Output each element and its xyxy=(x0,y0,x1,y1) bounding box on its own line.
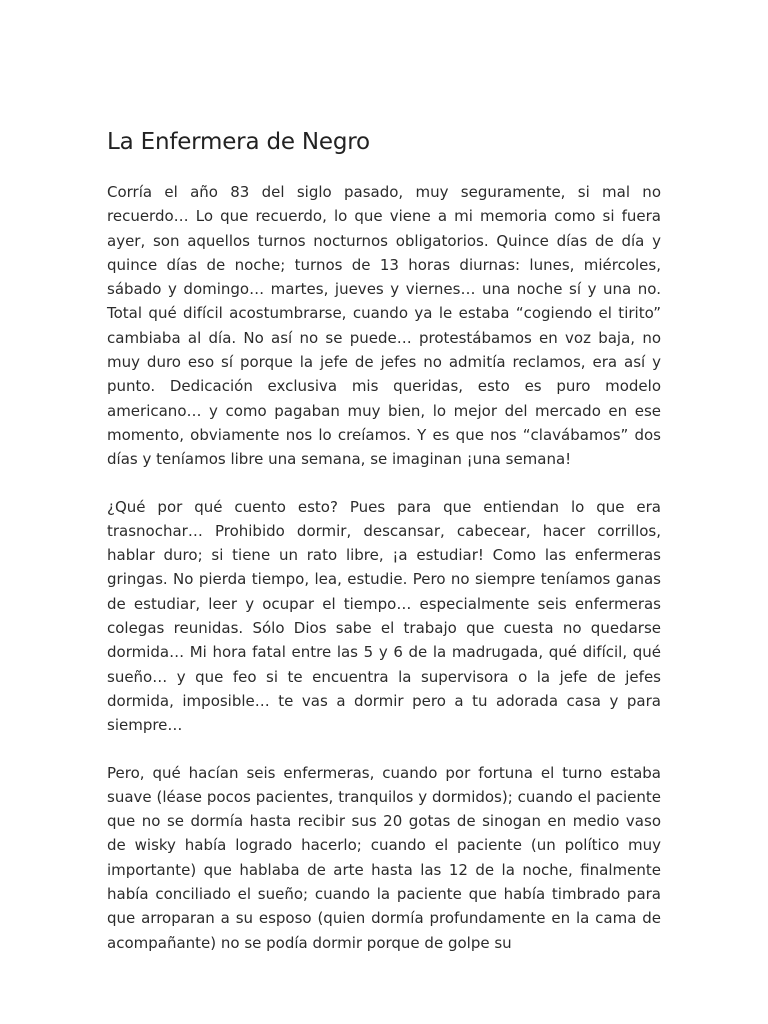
document-page xyxy=(107,126,661,978)
document-title: La Enfermera de Negro xyxy=(107,129,370,155)
paragraph-2: ¿Qué por qué cuento esto? Pues para que entiendan lo que era trasnochar… Prohibido dormir, descansar, cabecear, hacer corrillos, hablar duro; si tiene un rato libre, ¡a estudiar! Como las enfermeras gringas. No pierda tiempo, lea, estudie. Pero no siempre teníamos ganas de estudiar, leer y ocupar el tiempo… especialmente seis enfermeras colegas reunidas. Sólo Dios sabe el trabajo que cuesta no quedarse dormida… Mi hora fatal entre las 5 y 6 de la madrugada, qué difícil, qué sueño… y que feo si te encuentra la supervisora o la jefe de jefes dormida, imposible… te vas a dormir pero a tu adorada casa y para siempre… xyxy=(107,497,661,735)
paragraph-1: Corría el año 83 del siglo pasado, muy seguramente, si mal no recuerdo… Lo que recuerdo, lo que viene a mi memoria como si fuera ayer, son aquellos turnos nocturnos obligatorios. Quince días de día y quince días de noche; turnos de 13 horas diurnas: lunes, miércoles, sábado y domingo… martes, jueves y viernes… una noche sí y una no. Total qué difícil acostumbrarse, cuando ya le estaba “cogiendo el tirito” cambiaba al día. No así no se puede… protestábamos en voz baja, no muy duro eso sí porque la jefe de jefes no admitía reclamos, era así y punto. Dedicación exclusiva mis queridas, esto es puro modelo americano… y como pagaban muy bien, lo mejor del mercado en ese momento, obviamente nos lo creíamos. Y es que nos “clavábamos” dos días y teníamos libre una semana, se imaginan ¡una semana! xyxy=(107,183,661,469)
paragraph-3: Pero, qué hacían seis enfermeras, cuando por fortuna el turno estaba suave (léase pocos pacientes, tranquilos y dormidos); cuando el paciente que no se dormía hasta recibir sus 20 gotas de sinogan en medio vaso de wisky había logrado hacerlo; cuando el paciente (un político muy importante) que hablaba de arte hasta las 12 de la noche, finalmente había conciliado el sueño; cuando la paciente que había timbrado para que arroparan a su esposo (quien dormía profundamente en la cama de acompañante) no se podía dormir porque de golpe su xyxy=(107,763,661,952)
